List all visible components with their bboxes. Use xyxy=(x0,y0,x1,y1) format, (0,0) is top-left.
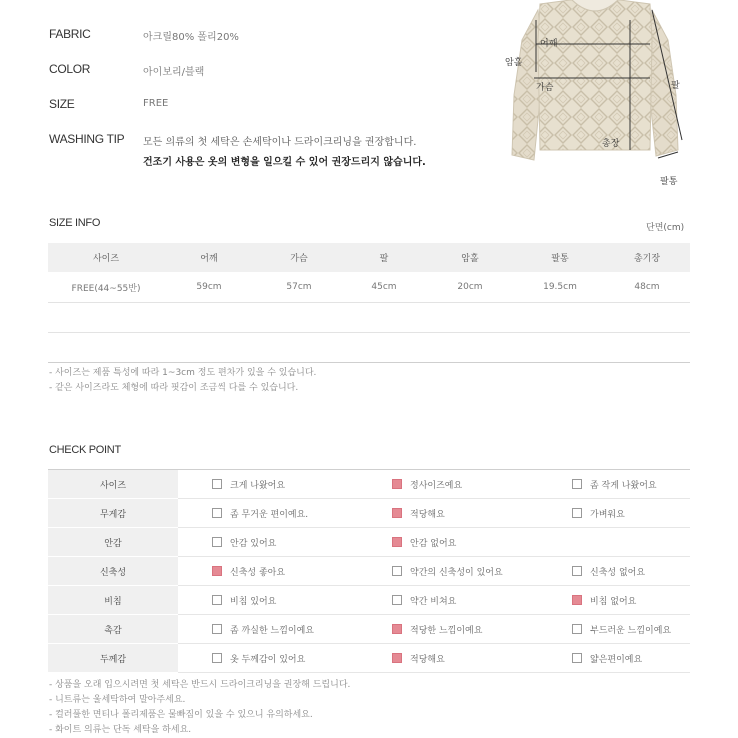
size-notes xyxy=(49,366,316,396)
check-option[interactable] xyxy=(538,557,690,586)
color-value: 아이보리/블랙 xyxy=(143,67,205,78)
check-option[interactable] xyxy=(538,586,690,615)
size-note: - 같은 사이즈라도 체형에 따라 핏감이 조금씩 다를 수 있습니다. xyxy=(49,383,299,393)
check-option[interactable] xyxy=(358,557,538,586)
checkbox-checked[interactable] xyxy=(572,595,582,605)
sleeve-label: 팔 xyxy=(671,81,680,91)
check-option[interactable] xyxy=(358,615,538,644)
check-option[interactable] xyxy=(178,528,358,557)
checkbox-unchecked[interactable] xyxy=(572,624,582,634)
check-row xyxy=(48,615,690,644)
table-row-empty xyxy=(48,303,690,333)
check-row xyxy=(48,557,690,586)
check-option[interactable] xyxy=(178,499,358,528)
check-option-label: 좀 까실한 느낌이예요 xyxy=(230,625,314,636)
size-header-total-length: 총기장 xyxy=(604,243,690,272)
check-option[interactable] xyxy=(178,557,358,586)
check-row xyxy=(48,528,690,557)
size-note: - 사이즈는 제품 특성에 따라 1~3cm 정도 편차가 있을 수 있습니다. xyxy=(49,368,317,378)
check-option[interactable] xyxy=(178,586,358,615)
size-unit-label: 단면(cm) xyxy=(646,223,685,233)
check-option-label: 좀 작게 나왔어요 xyxy=(590,480,657,491)
checkbox-checked[interactable] xyxy=(212,566,222,576)
check-option[interactable] xyxy=(358,528,538,557)
size-cell: 20cm xyxy=(424,272,516,303)
size-label: SIZE xyxy=(49,97,75,111)
check-option-label: 비침 있어요 xyxy=(230,596,277,607)
check-option-label: 약간 비쳐요 xyxy=(410,596,457,607)
color-label: COLOR xyxy=(49,62,91,76)
checkbox-unchecked[interactable] xyxy=(212,479,222,489)
fabric-value: 아크릴80% 폴리20% xyxy=(143,32,239,43)
check-category: 두께감 xyxy=(48,644,178,673)
length-label: 총장 xyxy=(602,139,620,149)
checkbox-unchecked[interactable] xyxy=(212,624,222,634)
size-value: FREE xyxy=(143,98,169,109)
check-option[interactable] xyxy=(178,644,358,673)
care-note: - 화이트 의류는 단독 세탁을 하세요. xyxy=(49,725,192,735)
check-option-empty xyxy=(538,528,690,557)
checkbox-unchecked[interactable] xyxy=(212,537,222,547)
check-point-table xyxy=(48,469,690,673)
washing-tip-line2: 건조기 사용은 옷의 변형을 일으킬 수 있어 권장드리지 않습니다. xyxy=(143,157,426,168)
check-option-label: 부드러운 느낌이예요 xyxy=(590,625,672,636)
checkbox-checked[interactable] xyxy=(392,537,402,547)
check-option-label: 옷 두께감이 있어요 xyxy=(230,654,306,665)
checkbox-checked[interactable] xyxy=(392,479,402,489)
checkbox-unchecked[interactable] xyxy=(392,595,402,605)
check-option-label: 약간의 신축성이 있어요 xyxy=(410,567,503,578)
size-cell: 57cm xyxy=(254,272,344,303)
checkbox-unchecked[interactable] xyxy=(212,508,222,518)
care-note: - 상품을 오래 입으시려면 첫 세탁은 반드시 드라이크리닝을 권장해 드립니다. xyxy=(49,680,351,690)
check-category: 비침 xyxy=(48,586,178,615)
checkbox-unchecked[interactable] xyxy=(212,653,222,663)
washing-label: WASHING TIP xyxy=(49,132,125,146)
size-header-sleeve: 팔 xyxy=(344,243,424,272)
check-category: 무게감 xyxy=(48,499,178,528)
size-cell: 19.5cm xyxy=(516,272,604,303)
check-row xyxy=(48,644,690,673)
chest-label: 가슴 xyxy=(536,83,554,93)
check-option[interactable] xyxy=(358,470,538,499)
check-row xyxy=(48,470,690,499)
check-option[interactable] xyxy=(358,644,538,673)
check-option-label: 크게 나왔어요 xyxy=(230,480,286,491)
check-option-label: 가벼워요 xyxy=(590,509,625,520)
size-table xyxy=(48,243,690,363)
size-table-header-row xyxy=(48,243,690,272)
check-option-label: 좀 무거운 편이예요. xyxy=(230,509,309,520)
size-cell: 59cm xyxy=(164,272,254,303)
checkbox-checked[interactable] xyxy=(392,653,402,663)
check-category: 안감 xyxy=(48,528,178,557)
check-row xyxy=(48,499,690,528)
check-option[interactable] xyxy=(538,470,690,499)
size-info-title: SIZE INFO xyxy=(49,217,101,229)
table-row xyxy=(48,272,690,303)
check-option[interactable] xyxy=(358,586,538,615)
size-cell: 48cm xyxy=(604,272,690,303)
check-row xyxy=(48,586,690,615)
check-option-label: 정사이즈예요 xyxy=(410,480,463,491)
check-category: 촉감 xyxy=(48,615,178,644)
sweater-illustration xyxy=(500,0,690,190)
check-option-label: 적당한 느낌이예요 xyxy=(410,625,483,636)
checkbox-unchecked[interactable] xyxy=(572,566,582,576)
sleeve-width-label: 팔통 xyxy=(660,177,678,187)
check-option-label: 안감 있어요 xyxy=(230,538,277,549)
check-option[interactable] xyxy=(178,470,358,499)
checkbox-unchecked[interactable] xyxy=(572,479,582,489)
check-option-label: 얇은편이예요 xyxy=(590,654,643,665)
size-header-shoulder: 어깨 xyxy=(164,243,254,272)
checkbox-unchecked[interactable] xyxy=(572,653,582,663)
size-header-chest: 가슴 xyxy=(254,243,344,272)
fabric-label: FABRIC xyxy=(49,27,91,41)
check-category: 사이즈 xyxy=(48,470,178,499)
care-notes xyxy=(49,678,350,738)
check-option-label: 적당해요 xyxy=(410,654,445,665)
size-cell: 45cm xyxy=(344,272,424,303)
check-option[interactable] xyxy=(178,615,358,644)
table-row-empty xyxy=(48,333,690,363)
checkbox-unchecked[interactable] xyxy=(572,508,582,518)
check-option[interactable] xyxy=(538,644,690,673)
checkbox-unchecked[interactable] xyxy=(392,566,402,576)
check-option[interactable] xyxy=(358,499,538,528)
checkbox-checked[interactable] xyxy=(392,508,402,518)
armhole-label: 암홀 xyxy=(505,58,523,68)
washing-tip-line1: 모든 의류의 첫 세탁은 손세탁이나 드라이크리닝을 권장합니다. xyxy=(143,137,417,148)
check-option-label: 안감 없어요 xyxy=(410,538,457,549)
check-point-title: CHECK POINT xyxy=(49,444,121,456)
size-header-size: 사이즈 xyxy=(48,243,164,272)
care-note: - 니트류는 울세탁하여 말아주세요. xyxy=(49,695,186,705)
size-cell: FREE(44~55반) xyxy=(48,272,164,303)
check-category: 신축성 xyxy=(48,557,178,586)
sweater-measurement-diagram xyxy=(500,0,690,190)
size-header-armhole: 암홀 xyxy=(424,243,516,272)
checkbox-unchecked[interactable] xyxy=(212,595,222,605)
care-note: - 컬러풀한 면티나 폴리제품은 물빠짐이 있을 수 있으니 유의하세요. xyxy=(49,710,313,720)
check-option-label: 신축성 좋아요 xyxy=(230,567,286,578)
check-option[interactable] xyxy=(538,499,690,528)
checkbox-checked[interactable] xyxy=(392,624,402,634)
check-option-label: 신축성 없어요 xyxy=(590,567,646,578)
size-header-sleeve-width: 팔통 xyxy=(516,243,604,272)
check-option-label: 비침 없어요 xyxy=(590,596,637,607)
shoulder-label: 어깨 xyxy=(540,39,558,49)
check-option[interactable] xyxy=(538,615,690,644)
check-option-label: 적당해요 xyxy=(410,509,445,520)
